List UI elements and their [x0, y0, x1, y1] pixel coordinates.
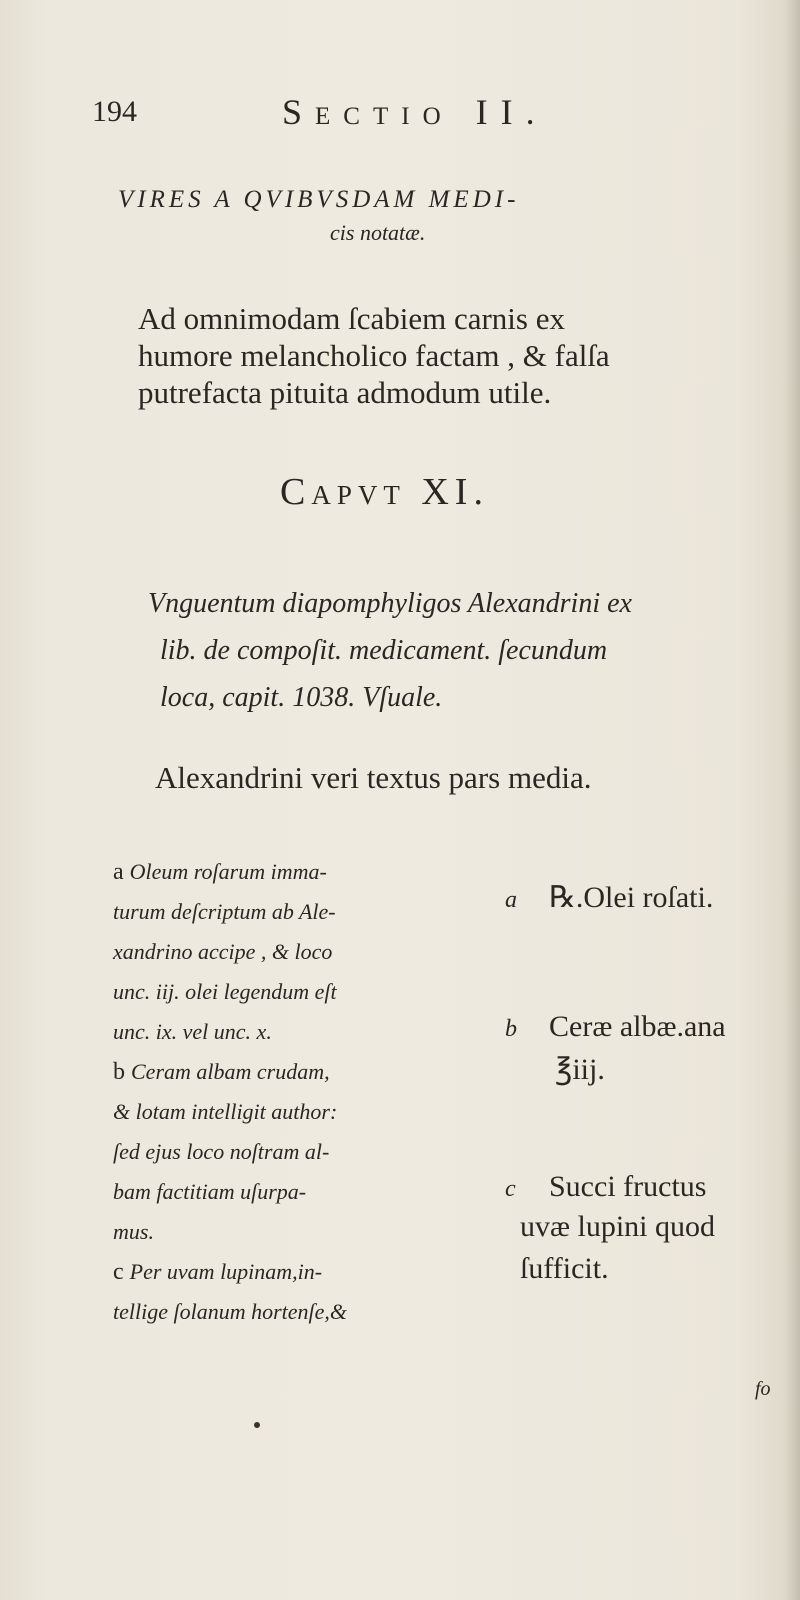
paragraph-line: putrefacta pituita admodum utile.	[138, 375, 552, 410]
note-text: xandrino accipe , & loco	[113, 939, 333, 964]
ink-dot	[254, 1422, 260, 1428]
subheading: Alexandrini veri textus pars media.	[155, 760, 592, 795]
note-line	[113, 892, 493, 932]
chapter-title-line: loca, capit. 1038. Vſuale.	[160, 682, 443, 713]
recipe-line	[555, 1052, 605, 1087]
note-line	[113, 1292, 493, 1332]
catchword: fo	[755, 1378, 771, 1400]
page-header	[92, 92, 772, 135]
page-edge-shadow	[784, 0, 800, 1600]
note-text: mus.	[113, 1219, 154, 1244]
section-heading-continuation: cis notatæ.	[330, 220, 426, 245]
recipe-text: Ceræ albæ.ana	[549, 1010, 726, 1043]
note-text: tellige ſolanum hortenſe,&	[113, 1299, 348, 1324]
note-text: Oleum roſarum imma-	[129, 859, 327, 884]
note-text: & lotam intelligit author:	[113, 1099, 338, 1124]
note-line	[113, 852, 493, 892]
chapter-heading: Capvt XI.	[280, 471, 489, 513]
recipe-line	[505, 1010, 726, 1044]
chapter-title-line: Vnguentum diapomphyligos Alexandrini ex	[148, 588, 632, 619]
running-title: Sectio II.	[282, 92, 548, 132]
note-text: bam factitiam uſurpa-	[113, 1179, 307, 1204]
recipe-mark: a	[505, 887, 517, 913]
paragraph-line: Ad omnimodam ſcabiem carnis ex	[138, 301, 565, 336]
note-line	[113, 1172, 493, 1212]
note-line	[113, 1052, 493, 1092]
note-text: Per uvam lupinam,in-	[129, 1259, 323, 1284]
recipe-mark: b	[505, 1016, 517, 1042]
recipe-text: ℞.Olei roſati.	[549, 881, 714, 914]
recipe-text: ſufficit.	[520, 1252, 609, 1285]
recipe-mark: c	[505, 1176, 516, 1202]
chapter-title	[148, 580, 784, 721]
note-line	[113, 1252, 493, 1292]
recipe-text: ℥iij.	[555, 1053, 605, 1086]
chapter-title-line: lib. de compoſit. medicament. ſecundum	[160, 635, 608, 666]
recipe-line	[520, 1252, 609, 1286]
note-text: unc. ix. vel unc. x.	[113, 1019, 272, 1044]
recipe-text: Succi fructus	[549, 1170, 707, 1203]
recipe-text: uvæ lupini quod	[520, 1210, 716, 1243]
note-line	[113, 932, 493, 972]
note-text: Ceram albam crudam,	[131, 1059, 330, 1084]
page-number: 194	[92, 95, 137, 128]
recipe-line	[505, 1170, 706, 1204]
note-text: turum deſcriptum ab Ale-	[113, 899, 336, 924]
note-line	[113, 1092, 493, 1132]
note-line	[113, 1212, 493, 1252]
section-heading: VIRES A QVIBVSDAM MEDI-	[118, 186, 520, 213]
intro-paragraph	[138, 300, 778, 411]
note-text: ſed ejus loco noſtram al-	[113, 1139, 330, 1164]
marginal-notes	[113, 852, 493, 1332]
note-mark: a	[113, 859, 130, 885]
note-mark: c	[113, 1259, 130, 1285]
note-mark: b	[113, 1059, 131, 1085]
note-line	[113, 1132, 493, 1172]
note-line	[113, 972, 493, 1012]
note-text: unc. iij. olei legendum eſt	[113, 979, 337, 1004]
recipe-line	[520, 1210, 715, 1244]
recipe-line	[505, 880, 713, 915]
note-line	[113, 1012, 493, 1052]
paragraph-line: humore melancholico factam , & falſa	[138, 338, 610, 373]
